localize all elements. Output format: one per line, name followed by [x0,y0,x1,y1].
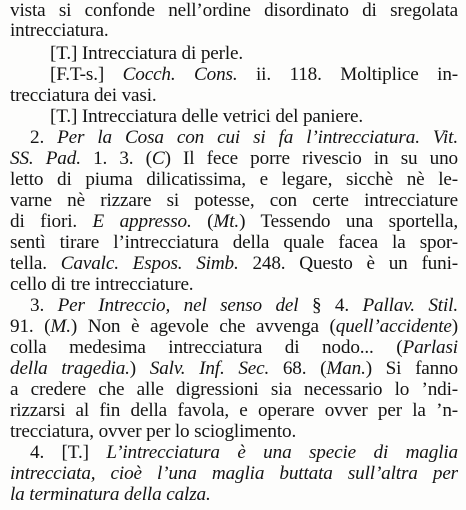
roman-run: [T.] Intrecciatura di perle. [50,44,244,64]
text-line [30,296,458,316]
roman-run: cello di tre intrecciature. [10,275,194,295]
italic-run: Pallav. Stil. [362,296,458,316]
roman-run: intrecciatura. [10,21,109,41]
italic-run: Mt. [213,212,240,232]
italic-run: Per Intreccio, nel senso del [57,296,299,316]
roman-run: 91. ( [10,317,51,337]
roman-run: 68. ( [269,359,327,379]
text-line [10,275,458,295]
text-line [10,1,458,21]
roman-run: tella. [10,254,61,274]
italic-run: intrecciata, cioè l’una maglia buttata sull’altra per [10,464,458,484]
italic-run: Man. [326,359,366,379]
roman-run: 2. [30,128,58,148]
roman-run: trecciatura dei vasi. [10,86,157,106]
roman-run: [F.T-s.] [50,65,123,85]
roman-run: 3. [30,296,58,316]
text-line [10,212,458,232]
roman-run: colla medesima intrecciatura di nodo... ( [10,338,403,358]
text-line [30,128,458,148]
roman-run: 4. [T.] [30,443,107,463]
italic-run: la terminatura della calza. [10,485,211,505]
text-line [10,380,458,400]
roman-run: a credere che alle digressioni sia necessario lo ’ndi- [10,380,458,400]
italic-run: L’intrecciatura è una specie di maglia [106,443,458,463]
text-line [10,338,458,358]
italic-run: Cavalc. Espos. Simb. [60,254,239,274]
text-line [50,65,458,85]
roman-run: 248. Questo è un funi- [238,254,458,274]
roman-run: di fiori. [10,212,93,232]
roman-run: rizzarsi al fin della favola, e operare ovver per la ’n- [10,401,458,421]
roman-run: sentì tirare l’intrecciatura della quale facea la spor- [10,233,458,253]
text-line [10,464,458,484]
italic-run: E appresso. [92,212,192,232]
text-line [50,107,458,127]
text-line [10,170,458,190]
text-line [50,44,458,64]
text-line [10,86,458,106]
text-line [10,191,458,211]
roman-run: 1. 3. ( [80,149,152,169]
text-line [10,233,458,253]
roman-run: ) Si fanno [365,359,458,379]
roman-run: ) [129,359,150,379]
roman-run: § 4. [298,296,363,316]
italic-run: della tragedia. [10,359,130,379]
text-line [10,254,458,274]
roman-run: [T.] Intrecciatura delle vetrici del paniere. [50,107,364,127]
roman-run: ) Il fece porre rivescio in su uno [164,149,458,169]
text-line [10,401,458,421]
roman-run: varne nè rizzare si potesse, con certe intrecciature [10,191,458,211]
roman-run: trecciatura, ovver per lo scioglimento. [10,422,297,442]
roman-run: ) Tessendo una sportella, [239,212,458,232]
italic-run: quell’accidente [335,317,452,337]
roman-run: letto di piuma dilicatissima, e legare, sicchè nè le- [10,170,458,190]
italic-run: C [151,149,165,169]
text-line [10,359,458,379]
italic-run: SS. Pad. [10,149,81,169]
roman-run: ) Non è agevole che avvenga ( [70,317,336,337]
roman-run: vista si confonde nell’ordine disordinato di sregolata [10,1,458,21]
italic-run: Salv. Inf. Sec. [149,359,270,379]
text-line [10,422,458,442]
text-line [10,149,458,169]
text-line [10,485,458,505]
roman-run: ii. 118. Moltiplice in- [237,65,458,85]
roman-run: ) [451,317,458,337]
italic-run: Parlasi [402,338,458,358]
italic-run: M. [50,317,71,337]
text-line [10,317,458,337]
text-line [30,443,458,463]
text-line [10,21,458,41]
italic-run: Per la Cosa con cui si fa l’intrecciatura. Vit. [57,128,458,148]
roman-run: ( [191,212,214,232]
italic-run: Cocch. Cons. [122,65,238,85]
